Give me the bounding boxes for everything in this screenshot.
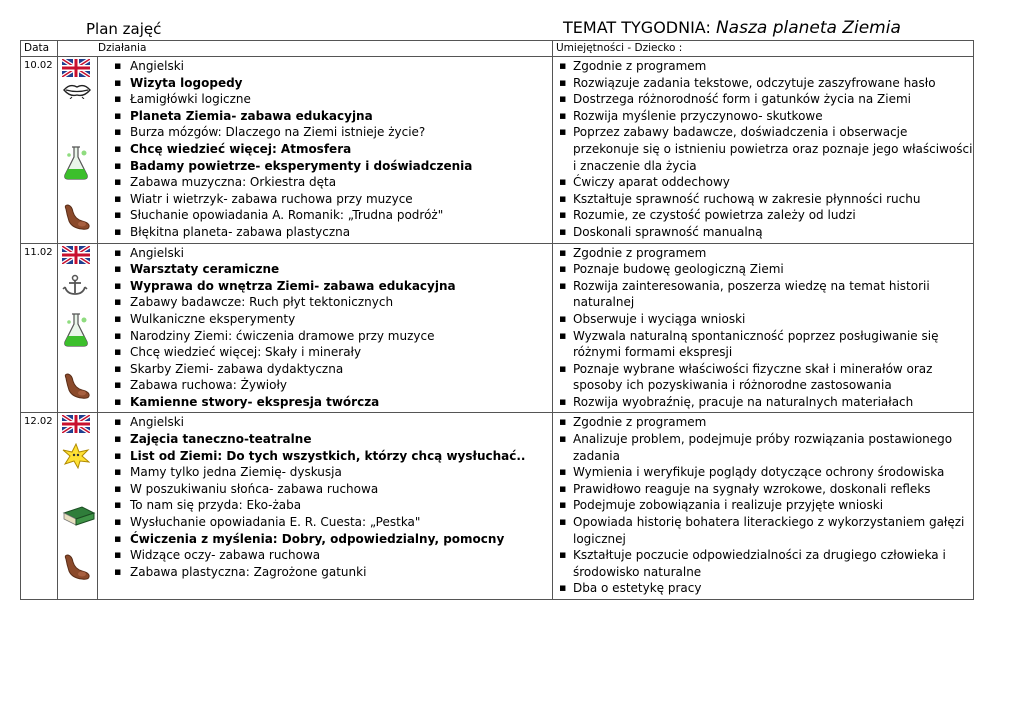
skill-item: ▪ Kształtuje sprawność ruchową w zakresie płynności ruchu <box>559 191 973 208</box>
uk-flag-icon <box>62 246 90 268</box>
icon-column <box>58 57 98 244</box>
activity-item: ▪ Badamy powietrze- eksperymenty i doświadczenia <box>110 158 552 175</box>
activity-item: ▪ Wulkaniczne eksperymenty <box>110 311 552 328</box>
skill-item: ▪ Kształtuje poczucie odpowiedzialności za drugiego człowieka i środowisko naturalne <box>559 547 973 580</box>
theme-heading <box>563 18 901 38</box>
col-skills-header: Umiejętności - Dziecko : <box>553 41 974 57</box>
skills-cell <box>553 243 974 413</box>
activity-item: ▪ Wizyta logopedy <box>110 75 552 92</box>
skill-item: ▪ Opowiada historię bohatera literackiego z wykorzystaniem gałęzi logicznej <box>559 514 973 547</box>
skill-item: ▪ Zgodnie z programem <box>559 58 973 75</box>
activity-item: ▪ Zabawa ruchowa: Żywioły <box>110 377 552 394</box>
activities-list <box>98 413 552 582</box>
activity-item: ▪ List od Ziemi: Do tych wszystkich, którzy chcą wysłuchać.. <box>110 448 552 465</box>
skill-item: ▪ Podejmuje zobowiązania i realizuje przyjęte wnioski <box>559 497 973 514</box>
activity-item: ▪ Planeta Ziemia- zabawa edukacyjna <box>110 108 552 125</box>
clay-hand-icon <box>62 553 92 585</box>
day-date: 10.02 <box>21 57 58 244</box>
activity-item: ▪ Wiatr i wietrzyk- zabawa ruchowa przy muzyce <box>110 191 552 208</box>
activity-item: ▪ Skarby Ziemi- zabawa dydaktyczna <box>110 361 552 378</box>
activity-item: ▪ W poszukiwaniu słońca- zabawa ruchowa <box>110 481 552 498</box>
plan-title: Plan zajęć <box>86 20 162 38</box>
skill-item: ▪ Dostrzega różnorodność form i gatunków życia na Ziemi <box>559 91 973 108</box>
flask-icon <box>62 145 90 185</box>
skill-item: ▪ Rozwija zainteresowania, poszerza wiedzę na temat historii naturalnej <box>559 278 973 311</box>
skill-item: ▪ Rozwija myślenie przyczynowo- skutkowe <box>559 108 973 125</box>
skill-item: ▪ Analizuje problem, podejmuje próby rozwiązania postawionego zadania <box>559 431 973 464</box>
skill-item: ▪ Doskonali sprawność manualną <box>559 224 973 241</box>
activity-item: ▪ Angielski <box>110 245 552 262</box>
skills-list <box>553 57 973 243</box>
activity-item: ▪ Kamienne stwory- ekspresja twórcza <box>110 394 552 411</box>
skills-cell <box>553 57 974 244</box>
activities-list <box>98 57 552 243</box>
skill-item: ▪ Prawidłowo reaguje na sygnały wzrokowe, doskonali refleks <box>559 481 973 498</box>
book-icon <box>62 505 96 531</box>
skill-item: ▪ Poznaje wybrane właściwości fizyczne skał i minerałów oraz sposoby ich pozyskiwania i różnorodne zastosowania <box>559 361 973 394</box>
skill-item: ▪ Zgodnie z programem <box>559 245 973 262</box>
day-date: 12.02 <box>21 413 58 600</box>
activity-item: ▪ Zabawa muzyczna: Orkiestra dęta <box>110 174 552 191</box>
activity-item: ▪ Burza mózgów: Dlaczego na Ziemi istnieje życie? <box>110 124 552 141</box>
skills-list <box>553 413 973 599</box>
activity-item: ▪ Ćwiczenia z myślenia: Dobry, odpowiedzialny, pomocny <box>110 531 552 548</box>
activity-item: ▪ Angielski <box>110 58 552 75</box>
clay-hand-icon <box>62 203 92 235</box>
anchor-icon <box>62 274 88 300</box>
activity-item: ▪ Wysłuchanie opowiadania E. R. Cuesta: „Pestka" <box>110 514 552 531</box>
activity-item: ▪ Łamigłówki logiczne <box>110 91 552 108</box>
activities-cell <box>98 243 553 413</box>
activity-item: ▪ Warsztaty ceramiczne <box>110 261 552 278</box>
skill-item: ▪ Wymienia i weryfikuje poglądy dotyczące ochrony środowiska <box>559 464 973 481</box>
theme-label: TEMAT TYGODNIA: <box>563 18 711 37</box>
skills-cell <box>553 413 974 600</box>
star-burst-icon <box>62 443 90 473</box>
uk-flag-icon <box>62 415 90 437</box>
skill-item: ▪ Wyzwala naturalną spontaniczność poprzez posługiwanie się różnymi formami ekspresji <box>559 328 973 361</box>
flask-icon <box>62 312 90 352</box>
day-date: 11.02 <box>21 243 58 413</box>
activity-item: ▪ Słuchanie opowiadania A. Romanik: „Trudna podróż" <box>110 207 552 224</box>
activity-item: ▪ Widzące oczy- zabawa ruchowa <box>110 547 552 564</box>
skill-item: ▪ Poznaje budowę geologiczną Ziemi <box>559 261 973 278</box>
skill-item: ▪ Rozumie, ze czystość powietrza zależy od ludzi <box>559 207 973 224</box>
speech-lips-icon <box>62 81 92 103</box>
activity-item: ▪ Zabawy badawcze: Ruch płyt tektonicznych <box>110 294 552 311</box>
plan-table <box>20 40 974 600</box>
uk-flag-icon <box>62 59 90 81</box>
skill-item: ▪ Zgodnie z programem <box>559 414 973 431</box>
clay-hand-icon <box>62 372 92 404</box>
skill-item: ▪ Dba o estetykę pracy <box>559 580 973 597</box>
skill-item: ▪ Poprzez zabawy badawcze, doświadczenia i obserwacje przekonuje się o istnieniu powietrza oraz poznaje jego właściwości i znaczenie dla życia <box>559 124 973 174</box>
activity-item: ▪ Narodziny Ziemi: ćwiczenia dramowe przy muzyce <box>110 328 552 345</box>
icon-column <box>58 413 98 600</box>
day-row <box>21 57 974 244</box>
activity-item: ▪ Mamy tylko jedna Ziemię- dyskusja <box>110 464 552 481</box>
skill-item: ▪ Ćwiczy aparat oddechowy <box>559 174 973 191</box>
activity-item: ▪ Zajęcia taneczno-teatralne <box>110 431 552 448</box>
activity-item: ▪ Angielski <box>110 414 552 431</box>
skill-item: ▪ Obserwuje i wyciąga wnioski <box>559 311 973 328</box>
theme-value: Nasza planeta Ziemia <box>715 18 901 38</box>
activity-item: ▪ Chcę wiedzieć więcej: Atmosfera <box>110 141 552 158</box>
col-date-header: Data <box>21 41 58 57</box>
icon-column <box>58 243 98 413</box>
activity-item: ▪ Wyprawa do wnętrza Ziemi- zabawa edukacyjna <box>110 278 552 295</box>
skill-item: ▪ Rozwiązuje zadania tekstowe, odczytuje zaszyfrowane hasło <box>559 75 973 92</box>
activities-cell <box>98 413 553 600</box>
day-row <box>21 413 974 600</box>
activity-item: ▪ To nam się przyda: Eko-żaba <box>110 497 552 514</box>
day-row <box>21 243 974 413</box>
skill-item: ▪ Rozwija wyobraźnię, pracuje na naturalnych materiałach <box>559 394 973 411</box>
skills-list <box>553 244 973 413</box>
activities-list <box>98 244 552 413</box>
table-header-row <box>21 41 974 57</box>
activity-item: ▪ Zabawa plastyczna: Zagrożone gatunki <box>110 564 552 581</box>
activity-item: ▪ Chcę wiedzieć więcej: Skały i minerały <box>110 344 552 361</box>
activities-cell <box>98 57 553 244</box>
col-activities-header: Działania <box>58 41 553 57</box>
activity-item: ▪ Błękitna planeta- zabawa plastyczna <box>110 224 552 241</box>
